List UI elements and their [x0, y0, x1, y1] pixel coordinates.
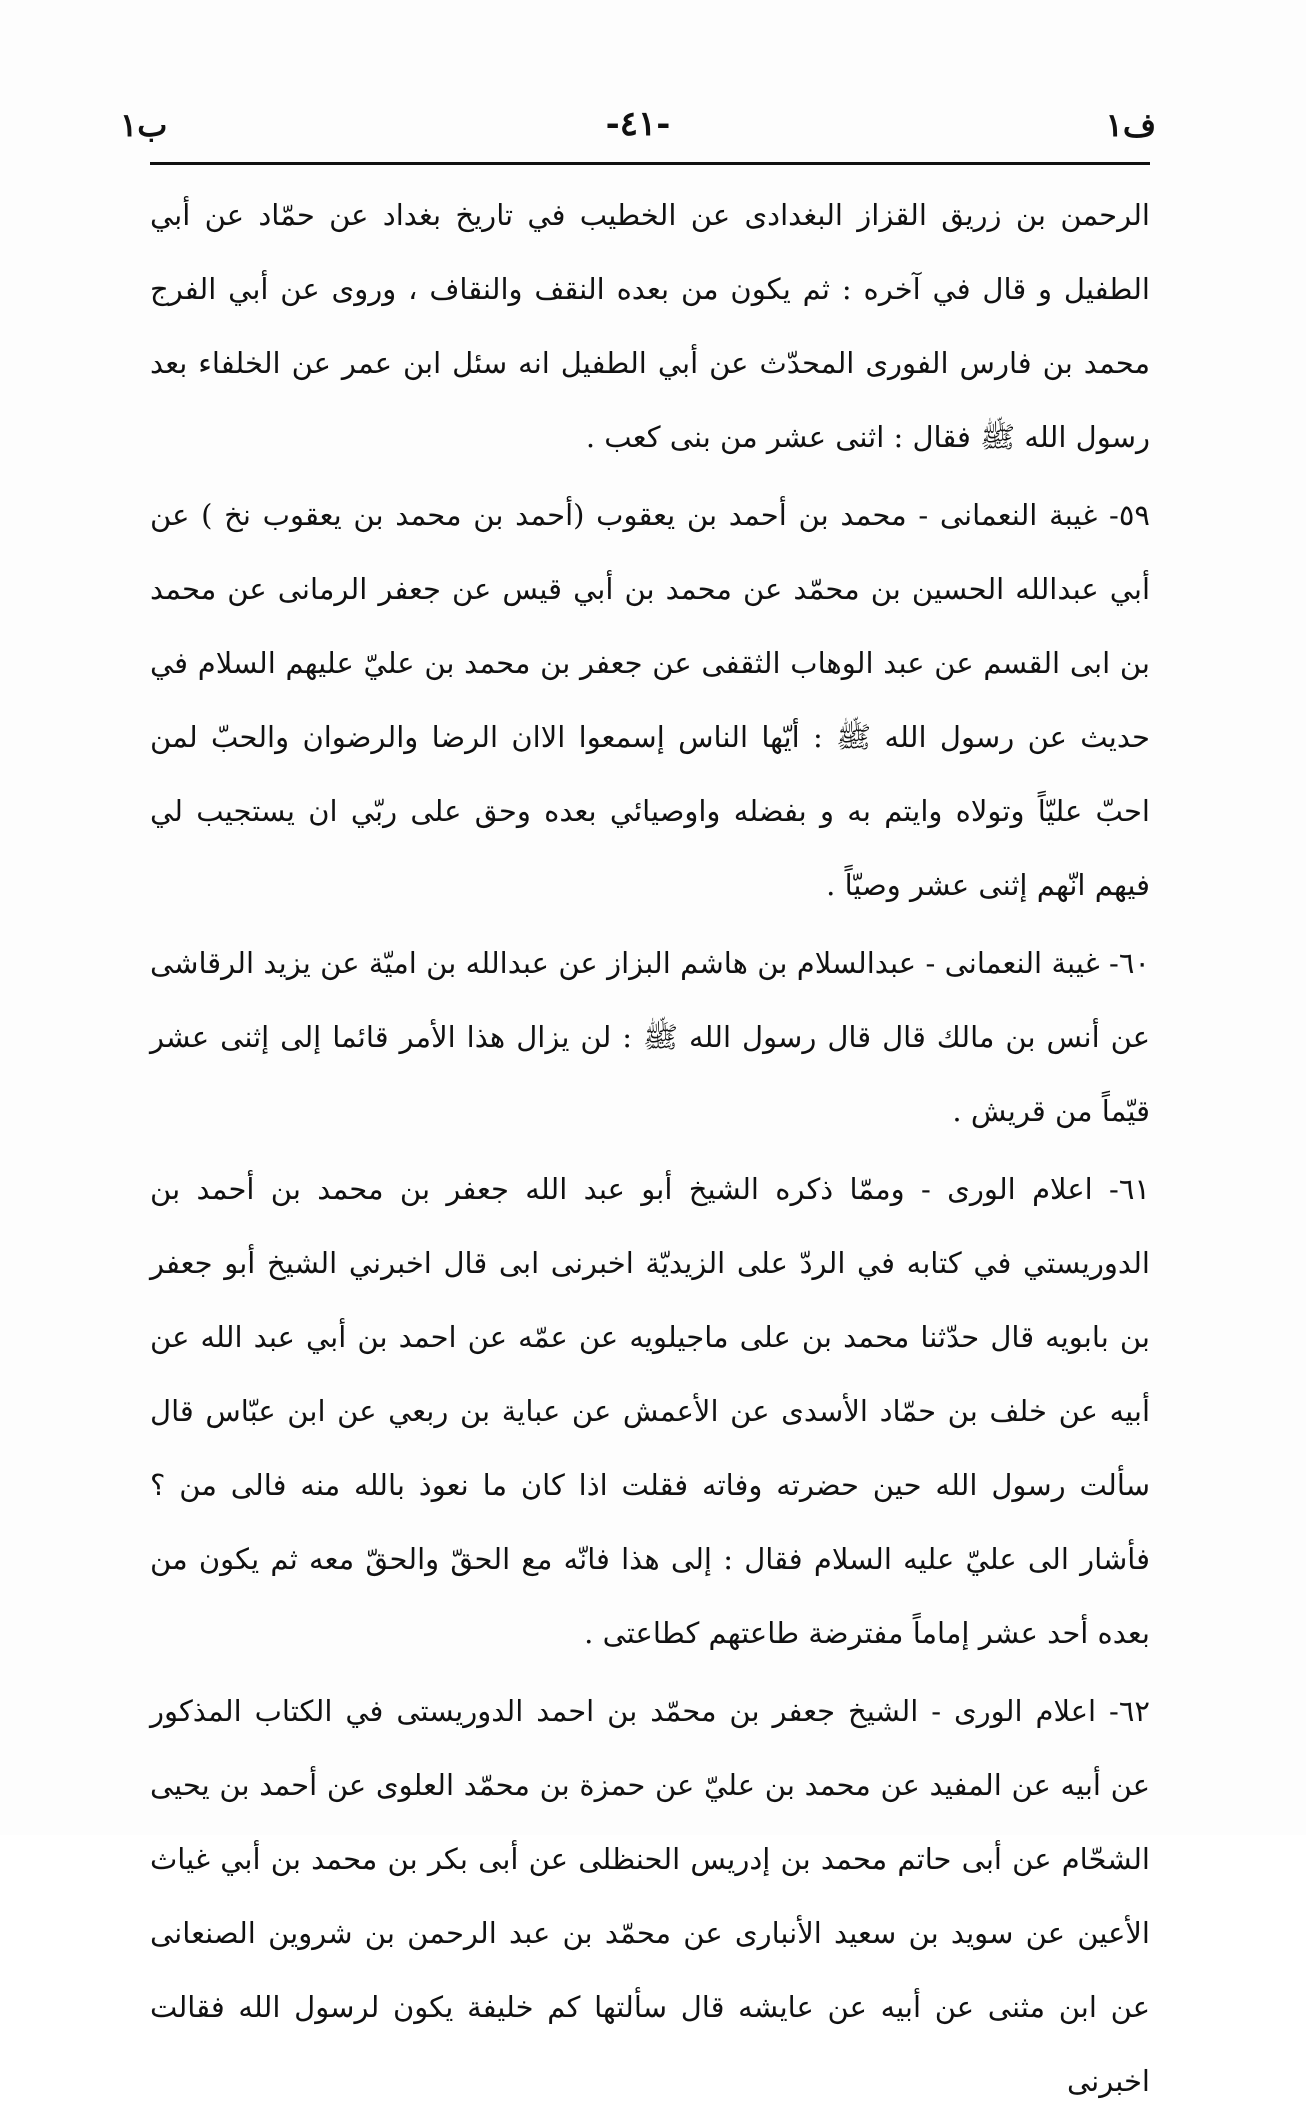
paragraph-60: ٦٠- غيبة النعمانى - عبدالسلام بن هاشم البزاز عن عبدالله بن اميّة عن يزيد الرقاشى عن أنس بن مالك قال قال رسول الله ﷺ : لن يزال هذا الأمر قائما إلى إثنى عشر قيّماً من قريش .: [150, 946, 1150, 1128]
body-text: [150, 178, 1150, 2118]
paragraph-61: ٦١- اعلام الورى - وممّا ذكره الشيخ أبو عبد الله جعفر بن محمد بن أحمد بن الدوريستي في كتابه في الردّ على الزيديّة اخبرنى ابى قال اخبرني الشيخ أبو جعفر بن بابويه قال حدّثنا محمد بن على ماجيلويه عن عمّه عن احمد بن أبي عبد الله عن أبيه عن خلف بن حمّاد الأسدى عن الأعمش عن عباية بن ربعي عن ابن عبّاس قال سألت رسول الله حين حضرته وفاته فقلت اذا كان ما نعوذ بالله منه فالى من ؟ فأشار الى عليّ عليه السلام فقال : إلى هذا فانّه مع الحقّ والحقّ معه ثم يكون من بعده أحد عشر إماماً مفترضة طاعتهم كطاعتى .: [150, 1172, 1150, 1650]
paragraph-59: ٥٩- غيبة النعمانى - محمد بن أحمد بن يعقوب (أحمد بن محمد بن يعقوب نخ ) عن أبي عبدالله الحسين بن محمّد عن محمد بن أبي قيس عن جعفر الرمانى عن محمد بن ابى القسم عن عبد الوهاب الثقفى عن جعفر بن محمد بن عليّ عليهم السلام في حديث عن رسول الله ﷺ : أيّها الناس إسمعوا الاان الرضا والرضوان والحبّ لمن احبّ عليّاً وتولاه وايتم به و بفضله واوصيائي بعده وحق على ربّي ان يستجيب لي فيهم انّهم إثنى عشر وصيّاً .: [150, 498, 1150, 902]
page-number: -٤١-: [605, 104, 671, 144]
header-divider: [150, 162, 1150, 165]
paragraph-continuation: الرحمن بن زريق القزاز البغدادى عن الخطيب في تاريخ بغداد عن حمّاد عن أبي الطفيل و قال في آخره : ثم يكون من بعده النقف والنقاف ، وروى عن أبي الفرج محمد بن فارس الفورى المحدّث عن أبي الطفيل انه سئل ابن عمر عن الخلفاء بعد رسول الله ﷺ فقال : اثنى عشر من بنى كعب .: [150, 198, 1150, 454]
page-header: [120, 96, 1156, 156]
header-folio-left: ب١: [120, 106, 168, 144]
paragraph-62: ٦٢- اعلام الورى - الشيخ جعفر بن محمّد بن احمد الدوريستى في الكتاب المذكور عن أبيه عن المفيد عن محمد بن عليّ عن حمزة بن محمّد العلوى عن أحمد بن يحيى الشحّام عن أبى حاتم محمد بن إدريس الحنظلى عن أبى بكر بن محمد بن أبي غياث الأعين عن سويد بن سعيد الأنبارى عن محمّد بن عبد الرحمن بن شروين الصنعانى عن ابن مثنى عن أبيه عن عايشه قال سألتها كم خليفة يكون لرسول الله فقالت اخبرنى: [150, 1694, 1150, 2098]
header-folio-right: ف١: [1105, 106, 1156, 144]
